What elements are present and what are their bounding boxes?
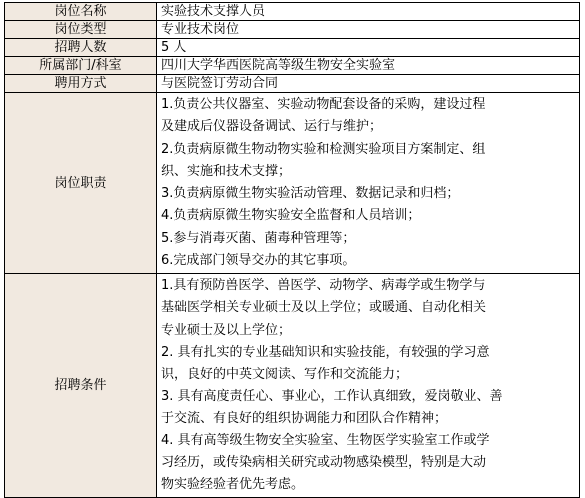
requirements-line: 习经历，或传染病相关研究或动物感染模型，特别是大动 xyxy=(161,455,487,471)
duties-line: 1.负责公共仪器室、实验动物配套设备的采购，建设过程 xyxy=(161,97,486,112)
row-employment-method xyxy=(5,75,580,93)
position-name-value: 实验技术支撑人员 xyxy=(157,3,580,21)
requirements-line: 1.具有预防兽医学、兽医学、动物学、病毒学或生物学与 xyxy=(161,278,486,294)
headcount-label: 招聘人数 xyxy=(5,39,157,57)
requirements-line: 基础医学相关专业硕士及以上学位；或暖通、自动化相关 xyxy=(161,300,487,316)
department-value: 四川大学华西医院高等级生物安全实验室 xyxy=(157,57,580,75)
duties-line: 6.完成部门领导交办的其它事项。 xyxy=(161,253,356,269)
department-label: 所属部门/科室 xyxy=(5,57,157,75)
duties-line: 5.参与消毒灭菌、菌毒种管理等； xyxy=(161,230,356,246)
duties-line: 织、实施和技术支撑； xyxy=(161,163,292,179)
duties-line: 及建成后仪器设备调试、运行与维护； xyxy=(161,119,383,135)
requirements-label: 招聘条件 xyxy=(5,274,157,498)
employment-method-label: 聘用方式 xyxy=(5,75,157,93)
duties-line: 3.负责病原微生物实验活动管理、数据记录和归档； xyxy=(161,186,460,202)
row-department xyxy=(5,57,580,75)
row-duties xyxy=(5,93,580,274)
employment-method-value: 与医院签订劳动合同 xyxy=(157,75,580,93)
duties-line: 2.负责病原微生物动物实验和检测实验项目方案制定、组 xyxy=(161,141,486,157)
duties-label: 岗位职责 xyxy=(5,93,157,274)
requirements-content xyxy=(157,274,580,498)
requirements-line: 物实验经验者优先考虑。 xyxy=(161,477,305,493)
requirements-line: 专业硕士及以上学位； xyxy=(161,322,292,338)
position-name-label: 岗位名称 xyxy=(5,3,157,21)
row-position-type xyxy=(5,21,580,39)
position-type-label: 岗位类型 xyxy=(5,21,157,39)
requirements-line: 2. 具有扎实的专业基础知识和实验技能，有较强的学习意 xyxy=(161,344,490,360)
job-details-table xyxy=(4,2,580,498)
duties-line: 4.负责病原微生物实验安全监督和人员培训； xyxy=(161,208,421,224)
row-requirements xyxy=(5,274,580,498)
requirements-line: 4. 具有高等级生物安全实验室、生物医学实验室工作或学 xyxy=(161,433,490,449)
headcount-value: 5 人 xyxy=(157,39,580,57)
row-headcount xyxy=(5,39,580,57)
duties-content xyxy=(157,93,580,274)
requirements-line: 3. 具有高度责任心、事业心，工作认真细致，爱岗敬业、善 xyxy=(161,388,503,404)
requirements-line: 于交流、有良好的组织协调能力和团队合作精神； xyxy=(161,410,448,426)
position-type-value: 专业技术岗位 xyxy=(157,21,580,39)
row-position-name xyxy=(5,3,580,21)
requirements-line: 识，良好的中英文阅读、写作和交流能力； xyxy=(161,366,409,382)
